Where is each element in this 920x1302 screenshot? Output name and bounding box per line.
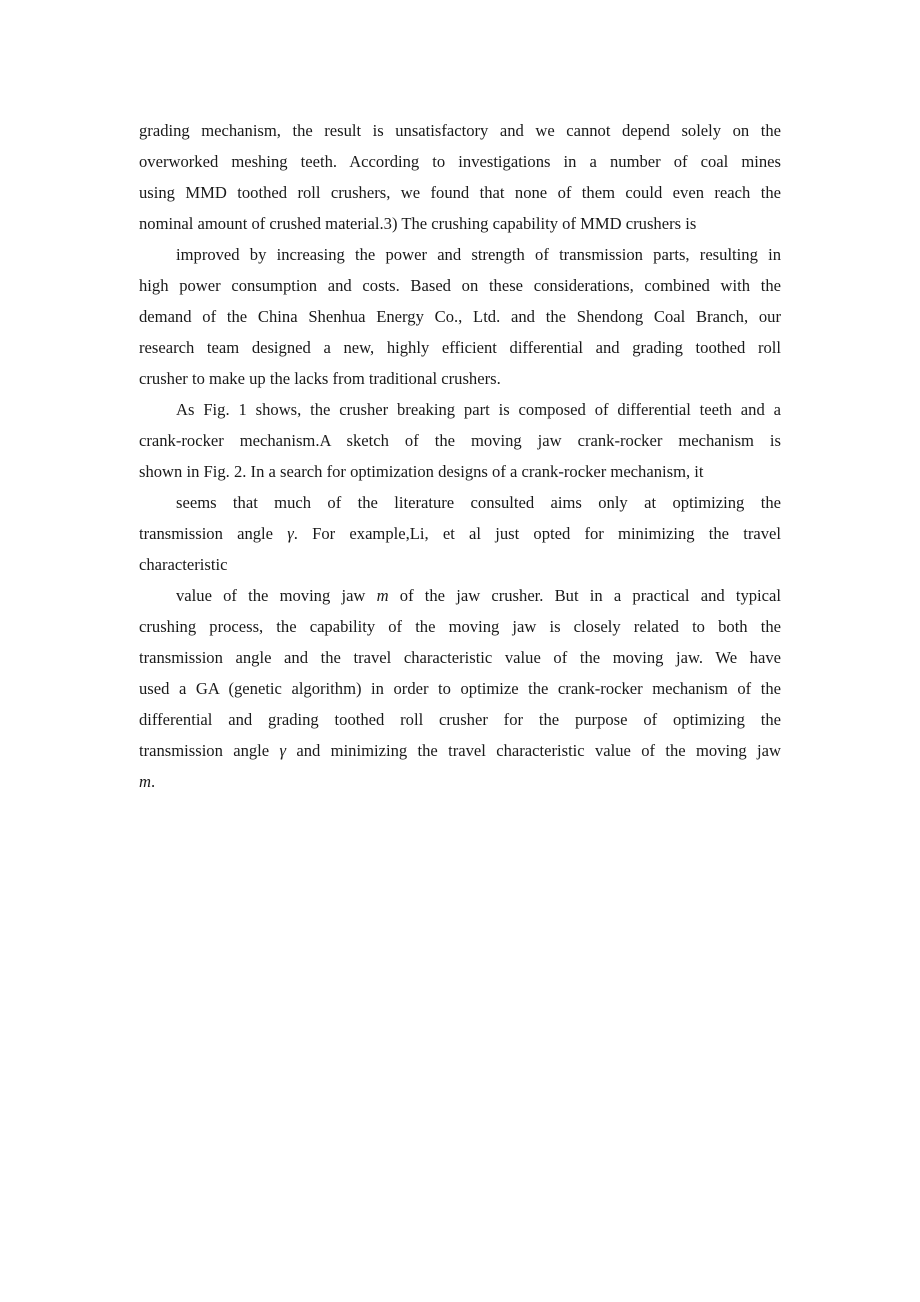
text-line: demand of the China Shenhua Energy Co., Ltd. and the Shendong Coal Branch, our: [139, 307, 781, 326]
text-segment: . For example,Li, et al just opted for minimizing the travel: [293, 524, 782, 543]
text-line: using MMD toothed roll crushers, we found that none of them could even reach the: [139, 183, 781, 202]
text-segment: value of the moving jaw: [176, 586, 377, 605]
text-line: high power consumption and costs. Based on these considerations, combined with the: [139, 276, 781, 295]
paragraph: [139, 580, 781, 797]
text-line: [139, 518, 781, 549]
text-line: crushing process, the capability of the moving jaw is closely related to both the: [139, 617, 781, 636]
symbol-gamma: γ: [279, 741, 287, 760]
paragraph: [139, 239, 781, 394]
paragraph: [139, 115, 781, 239]
text-segment: transmission angle: [139, 741, 280, 760]
text-line: [139, 580, 781, 611]
text-line: characteristic: [139, 555, 228, 574]
text-line: As Fig. 1 shows, the crusher breaking part is composed of differential teeth and a: [176, 400, 781, 419]
text-line: seems that much of the literature consulted aims only at optimizing the: [176, 493, 781, 512]
text-line: crusher to make up the lacks from traditional crushers.: [139, 369, 501, 388]
text-line: crank-rocker mechanism.A sketch of the moving jaw crank-rocker mechanism is: [139, 431, 781, 450]
text-line: differential and grading toothed roll crusher for the purpose of optimizing the: [139, 710, 781, 729]
text-line: [139, 735, 781, 766]
text-line: nominal amount of crushed material.3) The crushing capability of MMD crushers is: [139, 214, 697, 233]
text-line: shown in Fig. 2. In a search for optimization designs of a crank-rocker mechanism, it: [139, 462, 704, 481]
text-segment: and minimizing the travel characteristic value of the moving jaw: [286, 741, 782, 760]
text-line: [139, 766, 781, 797]
text-line: used a GA (genetic algorithm) in order to optimize the crank-rocker mechanism of the: [139, 679, 781, 698]
body-text: [139, 115, 781, 797]
text-line: grading mechanism, the result is unsatisfactory and we cannot depend solely on the: [139, 121, 781, 140]
symbol-gamma: γ: [287, 524, 294, 543]
text-line: overworked meshing teeth. According to investigations in a number of coal mines: [139, 152, 781, 171]
text-segment: .: [150, 772, 156, 791]
symbol-m: m: [139, 772, 151, 791]
text-segment: of the jaw crusher. But in a practical and typical: [388, 586, 781, 605]
text-line: research team designed a new, highly efficient differential and grading toothed roll: [139, 338, 781, 357]
symbol-m: m: [376, 586, 389, 605]
text-segment: transmission angle: [139, 524, 288, 543]
paragraph: [139, 487, 781, 580]
text-line: transmission angle and the travel characteristic value of the moving jaw. We have: [139, 648, 781, 667]
paragraph: [139, 394, 781, 487]
text-line: improved by increasing the power and strength of transmission parts, resulting in: [176, 245, 781, 264]
